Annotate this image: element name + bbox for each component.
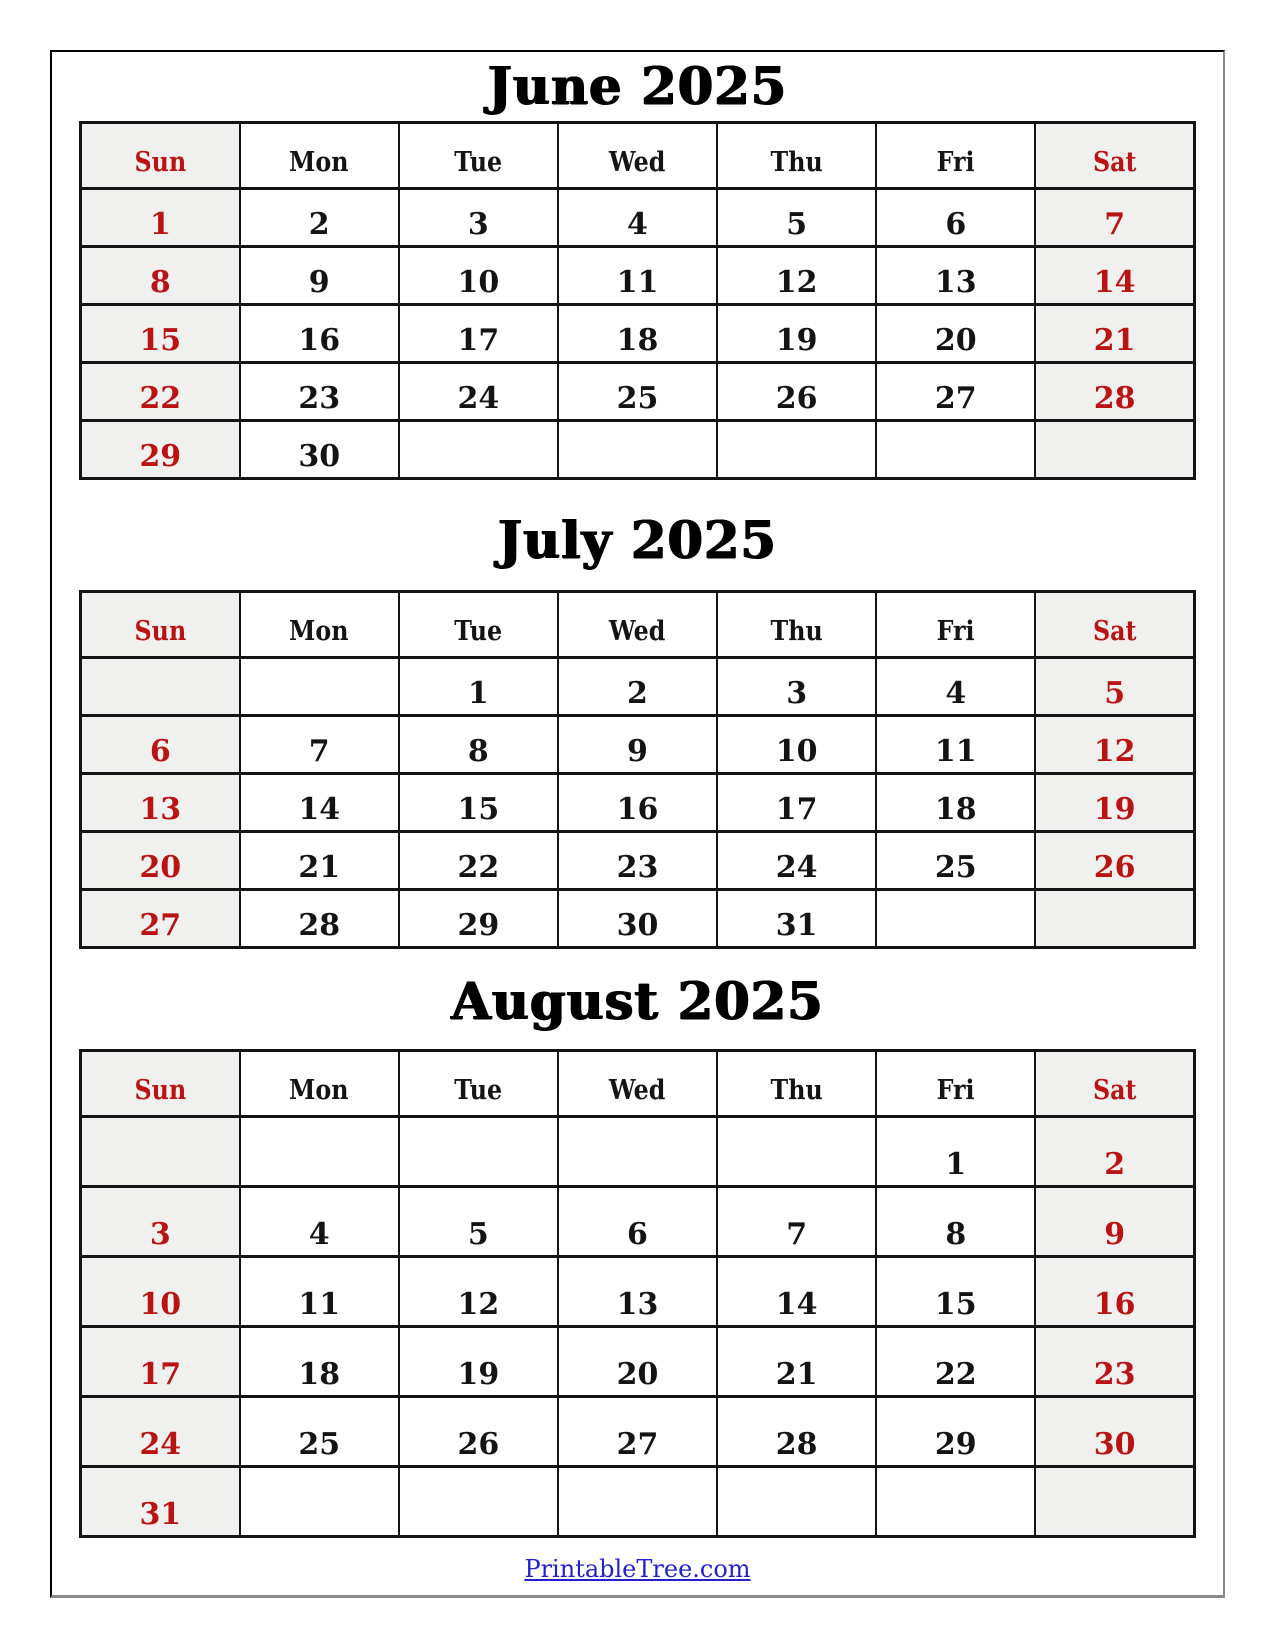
- week-row: [81, 890, 1195, 948]
- weekday-label: Wed: [609, 616, 666, 647]
- week-row: [81, 1257, 1195, 1327]
- empty-date-cell: [876, 421, 1035, 479]
- weekday-header-tue: [399, 592, 558, 658]
- month-june: [52, 52, 1223, 480]
- date-cell: 30: [240, 421, 399, 479]
- date-cell: 1: [399, 658, 558, 716]
- empty-date-cell: [717, 1467, 876, 1537]
- date-cell: 16: [1035, 1257, 1194, 1327]
- date-cell: 4: [876, 658, 1035, 716]
- empty-date-cell: [81, 658, 240, 716]
- empty-date-cell: [876, 1467, 1035, 1537]
- date-cell: 21: [717, 1327, 876, 1397]
- date-cell: 22: [81, 363, 240, 421]
- date-cell: 28: [240, 890, 399, 948]
- weekday-header-sat: [1035, 123, 1194, 189]
- date-cell: 18: [558, 305, 717, 363]
- week-row: [81, 1397, 1195, 1467]
- date-cell: 5: [1035, 658, 1194, 716]
- week-row: [81, 1327, 1195, 1397]
- date-cell: 6: [876, 189, 1035, 247]
- empty-date-cell: [240, 658, 399, 716]
- date-cell: 2: [240, 189, 399, 247]
- weekday-label: Sun: [134, 147, 187, 178]
- date-cell: 10: [717, 716, 876, 774]
- weekday-label: Thu: [770, 1075, 823, 1106]
- date-cell: 17: [399, 305, 558, 363]
- weekday-label: Sat: [1092, 616, 1137, 647]
- weekday-label: Thu: [770, 616, 823, 647]
- date-cell: 13: [558, 1257, 717, 1327]
- date-cell: 2: [1035, 1117, 1194, 1187]
- date-cell: 24: [81, 1397, 240, 1467]
- weekday-label: Fri: [936, 147, 975, 178]
- date-cell: 12: [1035, 716, 1194, 774]
- week-row: [81, 421, 1195, 479]
- date-cell: 15: [399, 774, 558, 832]
- weekday-header-wed: [558, 1051, 717, 1117]
- weekday-label: Sun: [134, 616, 187, 647]
- date-cell: 1: [876, 1117, 1035, 1187]
- month-title-july: [52, 480, 1223, 590]
- empty-date-cell: [876, 890, 1035, 948]
- empty-date-cell: [558, 421, 717, 479]
- week-row: [81, 305, 1195, 363]
- week-row: [81, 658, 1195, 716]
- weekday-header-mon: [240, 1051, 399, 1117]
- date-cell: 20: [876, 305, 1035, 363]
- date-cell: 18: [876, 774, 1035, 832]
- date-cell: 10: [399, 247, 558, 305]
- date-cell: 28: [717, 1397, 876, 1467]
- date-cell: 30: [558, 890, 717, 948]
- date-cell: 17: [81, 1327, 240, 1397]
- date-cell: 19: [1035, 774, 1194, 832]
- date-cell: 5: [717, 189, 876, 247]
- calendar-sheet: [50, 50, 1225, 1598]
- weekday-label: Wed: [609, 147, 666, 178]
- week-row: [81, 189, 1195, 247]
- date-cell: 8: [399, 716, 558, 774]
- date-cell: 12: [717, 247, 876, 305]
- date-cell: 25: [558, 363, 717, 421]
- empty-date-cell: [240, 1117, 399, 1187]
- date-cell: 27: [81, 890, 240, 948]
- date-cell: 23: [558, 832, 717, 890]
- date-cell: 25: [876, 832, 1035, 890]
- weekday-header-tue: [399, 1051, 558, 1117]
- date-cell: 26: [1035, 832, 1194, 890]
- date-cell: 15: [81, 305, 240, 363]
- weekday-header-row: [81, 592, 1195, 658]
- week-row: [81, 1187, 1195, 1257]
- weekday-header-wed: [558, 123, 717, 189]
- empty-date-cell: [399, 1467, 558, 1537]
- weekday-header-fri: [876, 123, 1035, 189]
- date-cell: 2: [558, 658, 717, 716]
- empty-date-cell: [1035, 890, 1194, 948]
- date-cell: 27: [876, 363, 1035, 421]
- weekday-label: Thu: [770, 147, 823, 178]
- date-cell: 8: [81, 247, 240, 305]
- date-cell: 3: [717, 658, 876, 716]
- date-cell: 22: [876, 1327, 1035, 1397]
- weekday-label: Fri: [936, 1075, 975, 1106]
- date-cell: 16: [558, 774, 717, 832]
- date-cell: 12: [399, 1257, 558, 1327]
- weekday-header-sun: [81, 592, 240, 658]
- date-cell: 13: [81, 774, 240, 832]
- weekday-header-tue: [399, 123, 558, 189]
- date-cell: 6: [81, 716, 240, 774]
- date-cell: 31: [81, 1467, 240, 1537]
- weekday-header-mon: [240, 123, 399, 189]
- date-cell: 19: [399, 1327, 558, 1397]
- printabletree-link[interactable]: PrintableTree.com: [524, 1555, 751, 1583]
- date-cell: 11: [558, 247, 717, 305]
- weekday-header-row: [81, 123, 1195, 189]
- weekday-header-row: [81, 1051, 1195, 1117]
- empty-date-cell: [558, 1467, 717, 1537]
- month-title-august: [52, 949, 1223, 1049]
- week-row: [81, 1117, 1195, 1187]
- weekday-label: Fri: [936, 616, 975, 647]
- date-cell: 24: [399, 363, 558, 421]
- weekday-header-sat: [1035, 592, 1194, 658]
- date-cell: 22: [399, 832, 558, 890]
- weekday-header-thu: [717, 1051, 876, 1117]
- date-cell: 11: [240, 1257, 399, 1327]
- empty-date-cell: [240, 1467, 399, 1537]
- months-container: [52, 52, 1223, 1538]
- date-cell: 30: [1035, 1397, 1194, 1467]
- date-cell: 29: [876, 1397, 1035, 1467]
- date-cell: 20: [81, 832, 240, 890]
- empty-date-cell: [717, 421, 876, 479]
- date-cell: 14: [240, 774, 399, 832]
- empty-date-cell: [1035, 421, 1194, 479]
- date-cell: 16: [240, 305, 399, 363]
- date-cell: 15: [876, 1257, 1035, 1327]
- date-cell: 28: [1035, 363, 1194, 421]
- date-cell: 8: [876, 1187, 1035, 1257]
- date-cell: 9: [558, 716, 717, 774]
- date-cell: 5: [399, 1187, 558, 1257]
- date-cell: 4: [558, 189, 717, 247]
- week-row: [81, 1467, 1195, 1537]
- weekday-label: Mon: [289, 616, 349, 647]
- month-august: [52, 949, 1223, 1538]
- weekday-header-fri: [876, 1051, 1035, 1117]
- weekday-label: Tue: [454, 147, 503, 178]
- date-cell: 10: [81, 1257, 240, 1327]
- date-cell: 21: [1035, 305, 1194, 363]
- week-row: [81, 774, 1195, 832]
- date-cell: 23: [240, 363, 399, 421]
- empty-date-cell: [399, 1117, 558, 1187]
- date-cell: 7: [717, 1187, 876, 1257]
- weekday-header-wed: [558, 592, 717, 658]
- date-cell: 6: [558, 1187, 717, 1257]
- date-cell: 9: [1035, 1187, 1194, 1257]
- weekday-label: Mon: [289, 147, 349, 178]
- date-cell: 29: [81, 421, 240, 479]
- empty-date-cell: [717, 1117, 876, 1187]
- week-row: [81, 832, 1195, 890]
- empty-date-cell: [399, 421, 558, 479]
- date-cell: 18: [240, 1327, 399, 1397]
- weekday-header-thu: [717, 592, 876, 658]
- date-cell: 29: [399, 890, 558, 948]
- date-cell: 13: [876, 247, 1035, 305]
- empty-date-cell: [558, 1117, 717, 1187]
- calendar-table-august: [79, 1049, 1196, 1538]
- date-cell: 9: [240, 247, 399, 305]
- date-cell: 3: [399, 189, 558, 247]
- date-cell: 25: [240, 1397, 399, 1467]
- date-cell: 20: [558, 1327, 717, 1397]
- week-row: [81, 247, 1195, 305]
- calendar-table-june: [79, 121, 1196, 480]
- empty-date-cell: [1035, 1467, 1194, 1537]
- date-cell: 3: [81, 1187, 240, 1257]
- date-cell: 7: [240, 716, 399, 774]
- weekday-label: Tue: [454, 616, 503, 647]
- weekday-label: Tue: [454, 1075, 503, 1106]
- date-cell: 24: [717, 832, 876, 890]
- date-cell: 1: [81, 189, 240, 247]
- weekday-header-sat: [1035, 1051, 1194, 1117]
- month-july: [52, 480, 1223, 949]
- date-cell: 4: [240, 1187, 399, 1257]
- month-title-text: August 2025: [451, 972, 824, 1032]
- weekday-label: Mon: [289, 1075, 349, 1106]
- date-cell: 26: [399, 1397, 558, 1467]
- weekday-header-fri: [876, 592, 1035, 658]
- date-cell: 26: [717, 363, 876, 421]
- weekday-header-thu: [717, 123, 876, 189]
- week-row: [81, 363, 1195, 421]
- weekday-label: Sat: [1092, 147, 1137, 178]
- date-cell: 19: [717, 305, 876, 363]
- date-cell: 23: [1035, 1327, 1194, 1397]
- footer: [52, 1555, 1223, 1583]
- date-cell: 14: [717, 1257, 876, 1327]
- date-cell: 11: [876, 716, 1035, 774]
- date-cell: 21: [240, 832, 399, 890]
- weekday-header-mon: [240, 592, 399, 658]
- month-title-text: June 2025: [487, 57, 788, 117]
- weekday-label: Sat: [1092, 1075, 1137, 1106]
- date-cell: 14: [1035, 247, 1194, 305]
- date-cell: 27: [558, 1397, 717, 1467]
- weekday-header-sun: [81, 123, 240, 189]
- empty-date-cell: [81, 1117, 240, 1187]
- weekday-header-sun: [81, 1051, 240, 1117]
- weekday-label: Sun: [134, 1075, 187, 1106]
- calendar-table-july: [79, 590, 1196, 949]
- month-title-june: [52, 52, 1223, 121]
- week-row: [81, 716, 1195, 774]
- weekday-label: Wed: [609, 1075, 666, 1106]
- date-cell: 7: [1035, 189, 1194, 247]
- month-title-text: July 2025: [498, 511, 777, 571]
- date-cell: 17: [717, 774, 876, 832]
- date-cell: 31: [717, 890, 876, 948]
